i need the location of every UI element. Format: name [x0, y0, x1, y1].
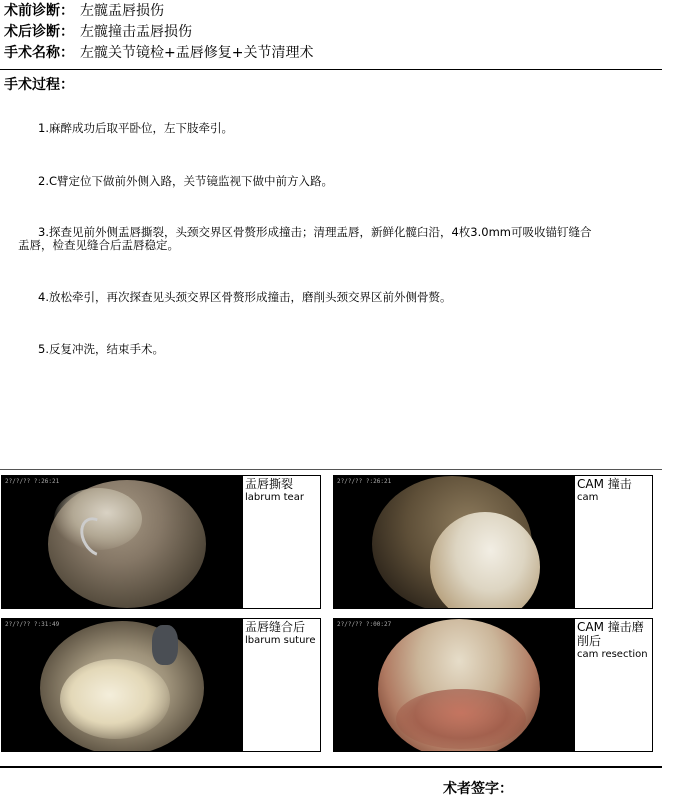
post-diagnosis-label: 术后诊断： [4, 24, 74, 40]
caption-cn: CAM 撞击磨削后 [577, 620, 644, 648]
caption-en: lbarum suture [245, 635, 316, 646]
procedure-section-title: 手术过程： [4, 77, 74, 93]
surgery-name-row [4, 44, 313, 62]
resected-bone-surface [396, 689, 526, 749]
repaired-labrum [60, 659, 170, 739]
header-divider [0, 69, 662, 70]
post-diagnosis-row [4, 23, 192, 41]
procedure-step-5: 5.反复冲洗，结束手术。 [38, 342, 164, 356]
surgery-name-value: 左髋关节镜检+盂唇修复+关节清理术 [80, 45, 314, 61]
suture-anchor [152, 625, 178, 665]
images-divider [0, 469, 662, 470]
arthroscopy-panel-labrum-suture [1, 618, 321, 752]
image-timestamp: 2?/?/?? ?:31:49 [5, 621, 60, 628]
pre-diagnosis-label: 术前诊断： [4, 3, 74, 19]
arthroscopy-image-cam-resection [334, 619, 575, 751]
image-timestamp: 2?/?/?? ?:00:27 [337, 621, 392, 628]
caption-en: labrum tear [245, 492, 304, 503]
pre-diagnosis-row [4, 2, 164, 20]
surgeon-signature-label: 术者签字： [443, 781, 513, 797]
footer-divider [0, 766, 662, 768]
caption-cn: CAM 撞击 [577, 477, 632, 491]
procedure-step-3: 3.探查见前外侧盂唇撕裂，头颈交界区骨赘形成撞击；清理盂唇，新鲜化髋臼沿，4枚3.0mm可吸收锚钉缝合 [38, 225, 592, 239]
arthroscopy-panel-labrum-tear [1, 475, 321, 609]
caption-en: cam [577, 492, 599, 503]
arthroscopy-panel-cam-resection [333, 618, 653, 752]
procedure-step-1: 1.麻醉成功后取平卧位，左下肢牵引。 [38, 121, 233, 135]
caption-cn: 盂唇撕裂 [245, 477, 294, 491]
pre-diagnosis-value: 左髋盂唇损伤 [80, 3, 164, 19]
image-timestamp: 2?/?/?? ?:26:21 [5, 478, 60, 485]
post-diagnosis-value: 左髋撞击盂唇损伤 [80, 24, 192, 40]
arthroscopy-image-labrum-suture [2, 619, 243, 751]
procedure-step-4: 4.放松牵引，再次探查见头颈交界区骨赘形成撞击，磨削头颈交界区前外侧骨赘。 [38, 290, 452, 304]
arthroscopy-panel-cam [333, 475, 653, 609]
procedure-step-2: 2.C臂定位下做前外侧入路，关节镜监视下做中前方入路。 [38, 174, 333, 188]
caption-en: cam resection [577, 649, 648, 660]
arthroscopy-image-labrum-tear [2, 476, 243, 608]
arthroscopy-image-cam [334, 476, 575, 608]
surgery-name-label: 手术名称： [4, 45, 74, 61]
image-timestamp: 2?/?/?? ?:26:21 [337, 478, 392, 485]
procedure-step-3-continued: 盂唇，检查见缝合后盂唇稳定。 [18, 238, 179, 252]
caption-cn: 盂唇缝合后 [245, 620, 306, 634]
